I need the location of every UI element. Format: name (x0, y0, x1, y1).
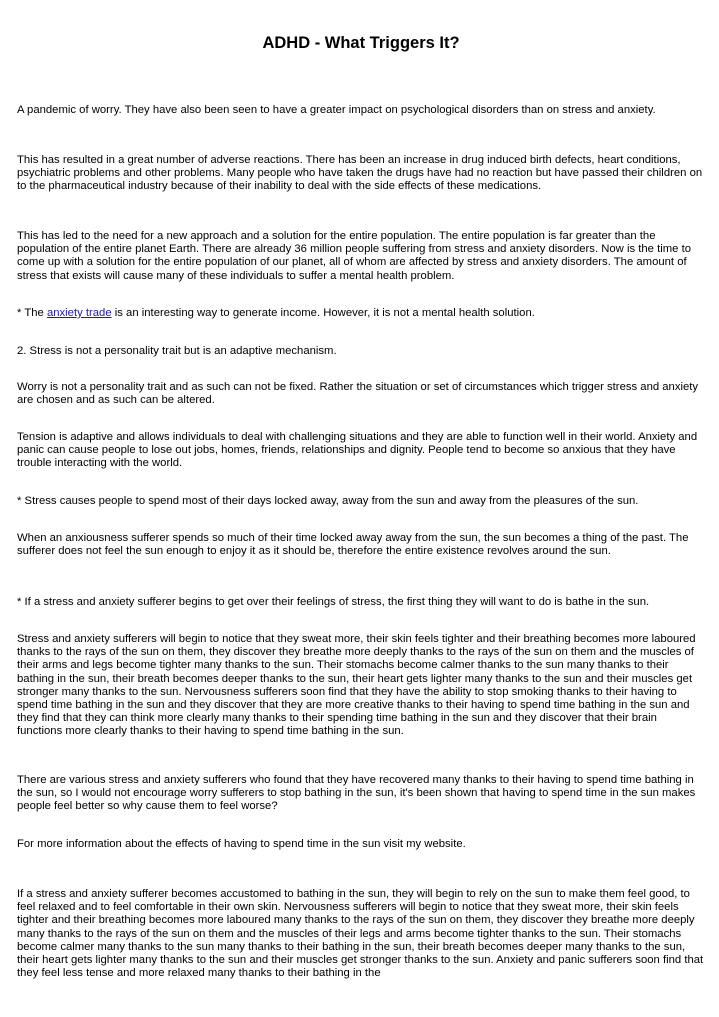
paragraph-3: This has led to the need for a new approach and a solution for the entire population. The entire population is far greater than the population of the entire planet Earth. There are already 36 million people suffering from stress and anxiety disorders. Now is the time to come up with a solution for the entire population of our planet, all of whom are affected by stress and anxiety disorders. The amount of stress that exists will cause many of these individuals to suffer a mental health problem. (17, 230, 691, 282)
paragraph-11: Stress and anxiety sufferers will begin to notice that they sweat more, their skin feels tighter and their breathing becomes more laboured thanks to the rays of the sun on them, they discover they breathe more deeply thanks to the rays of the sun on them and the muscles of their arms and legs become tighter many thanks to the sun. Their stomachs become calmer thanks to the sun many thanks to their bathing in the sun, their breath becomes deeper thanks to the sun, their heart gets lighter many thanks to the sun and their muscles get stronger many thanks to the sun. Nervousness sufferers soon find that they have the ability to stop smoking thanks to their having to spend time bathing in the sun and they discover that they are more creative thanks to their having to spend time bathing in the sun and they find that they can think more clearly many thanks to their spending time bathing in the sun and they discover that their brain functions more clearly thanks to their having to spend time bathing in the sun. (17, 633, 696, 738)
paragraph-6: Worry is not a personality trait and as such can not be fixed. Rather the situation or set of circumstances which trigger stress and anxiety are chosen and as such can be altered. (17, 381, 699, 407)
paragraph-12: There are various stress and anxiety sufferers who found that they have recovered many thanks to their having to spend time bathing in the sun, so I would not encourage worry sufferers to stop bathing in the sun, it's been shown that having to spend time in the sun makes people feel better so why cause them to feel worse? (17, 774, 696, 813)
paragraph-14: If a stress and anxiety sufferer becomes accustomed to bathing in the sun, they will begin to rely on the sun to make them feel good, to feel relaxed and to feel comfortable in their own skin. Nervousness sufferers will begin to notice that they sweat more, their skin feels tighter and their breathing becomes more laboured many thanks to the rays of the sun on them, they discover they breathe more deeply many thanks to the rays of the sun on them and the muscles of their legs and arms become tighter thanks to the sun. Their stomachs become calmer many thanks to the sun many thanks to their bathing in the sun, their breath becomes deeper many thanks to the sun, their heart gets lighter many thanks to the sun and their muscles get stronger thanks to the sun. Anxiety and panic sufferers soon find that they feel less tense and more relaxed many thanks to their bathing in the (17, 888, 704, 980)
paragraph-4 (17, 307, 705, 320)
page-title: ADHD - What Triggers It? (262, 34, 460, 52)
paragraph-2: This has resulted in a great number of adverse reactions. There has been an increase in drug induced birth defects, heart conditions, psychiatric problems and other problems. Many people who have taken the drugs have had no reaction but have passed their children on to the pharmaceutical industry because of their inability to deal with the side effects of these medications. (17, 154, 703, 193)
paragraph-5: 2. Stress is not a personality trait but is an adaptive mechanism. (17, 345, 337, 357)
paragraph-13: For more information about the effects of having to spend time in the sun visit my website. (17, 838, 466, 850)
paragraph-4-prefix: * The (17, 307, 47, 319)
paragraph-10: * If a stress and anxiety sufferer begins to get over their feelings of stress, the first thing they will want to do is bathe in the sun. (17, 596, 650, 608)
anxiety-trade-link[interactable]: anxiety trade (46, 307, 112, 319)
paragraph-8: * Stress causes people to spend most of their days locked away, away from the sun and away from the pleasures of the sun. (17, 495, 639, 507)
paragraph-7: Tension is adaptive and allows individuals to deal with challenging situations and they are able to function well in their world. Anxiety and panic can cause people to lose out jobs, homes, friends, relationships and dignity. People tend to become so anxious that they have trouble interacting with the world. (17, 431, 698, 470)
paragraph-4-suffix: is an interesting way to generate income. However, it is not a mental health solution. (111, 307, 535, 319)
paragraph-1: A pandemic of worry. They have also been seen to have a greater impact on psychological disorders than on stress and anxiety. (17, 104, 656, 116)
paragraph-9: When an anxiousness sufferer spends so much of their time locked away away from the sun, the sun becomes a thing of the past. The sufferer does not feel the sun enough to enjoy it as it should be, therefore the entire existence revolves around the sun. (17, 532, 689, 558)
